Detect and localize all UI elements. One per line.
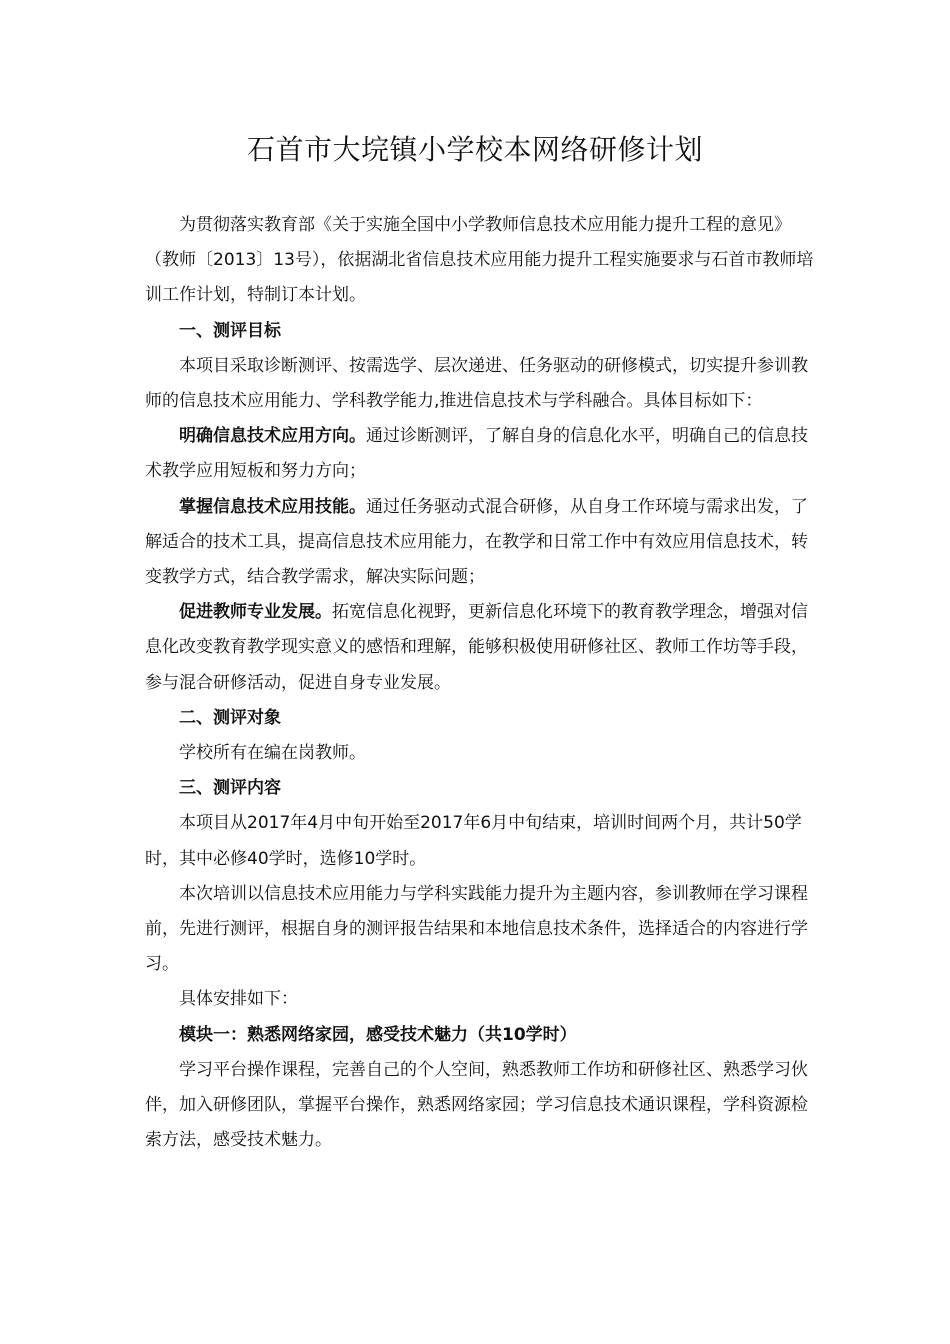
- goal-item: [145, 419, 815, 489]
- section-heading-goals: 一、测评目标: [179, 320, 281, 341]
- goal-item: [145, 595, 815, 701]
- schedule-paragraph: 本项目从2017年4月中旬开始至2017年6月中旬结束，培训时间两个月，共计50学时，其中必修40学时，选修10学时。: [145, 813, 802, 869]
- goal-lead: 掌握信息技术应用技能。: [179, 496, 366, 517]
- target-paragraph: 学校所有在编在岗教师。: [179, 743, 366, 764]
- training-theme-paragraph: 本次培训以信息技术应用能力与学科实践能力提升为主题内容，参训教师在学习课程前，先进行测评，根据自身的测评报告结果和本地信息技术条件，选择适合的内容进行学习。: [145, 883, 808, 975]
- goal-text: 通过诊断测评，了解自身的信息化水平，明确自己的信息技术教学应用短板和努力方向；: [145, 426, 808, 482]
- module-one-heading: 模块一：熟悉网络家园，感受技术魅力（共10学时）: [179, 1024, 577, 1045]
- goals-intro-paragraph: 本项目采取诊断测评、按需选学、层次递进、任务驱动的研修模式，切实提升参训教师的信息技术应用能力、学科教学能力,推进信息技术与学科融合。具体目标如下：: [145, 355, 808, 412]
- module-one-paragraph: 学习平台操作课程，完善自己的个人空间，熟悉教师工作坊和研修社区、熟悉学习伙伴，加入研修团队，掌握平台操作，熟悉网络家园；学习信息技术通识课程，学科资源检索方法，感受技术魅力。: [145, 1059, 808, 1151]
- goal-text: 拓宽信息化视野，更新信息化环境下的教育教学理念，增强对信息化改变教育教学现实意义的感悟和理解，能够积极使用研修社区、教师工作坊等手段，参与混合研修活动，促进自身专业发展。: [145, 602, 808, 693]
- document-title: 石首市大垸镇小学校本网络研修计划: [246, 133, 703, 166]
- intro-paragraph: 为贯彻落实教育部《关于实施全国中小学教师信息技术应用能力提升工程的意见》（教师〔2013〕13号），依据湖北省信息技术应用能力提升工程实施要求与石首市教师培训工作计划，特制订本计划。: [145, 215, 814, 306]
- section-heading-target: 二、测评对象: [179, 707, 281, 728]
- goal-lead: 明确信息技术应用方向。: [179, 426, 366, 447]
- goal-text: 通过任务驱动式混合研修，从自身工作环境与需求出发，了解适合的技术工具，提高信息技术应用能力，在教学和日常工作中有效应用信息技术，转变教学方式，结合教学需求，解决实际问题；: [145, 496, 808, 588]
- section-heading-content: 三、测评内容: [179, 778, 281, 799]
- arrangement-intro: 具体安排如下：: [179, 989, 298, 1010]
- goal-lead: 促进教师专业发展。: [179, 602, 332, 623]
- goal-item: [145, 490, 815, 596]
- document-body: [145, 208, 815, 1158]
